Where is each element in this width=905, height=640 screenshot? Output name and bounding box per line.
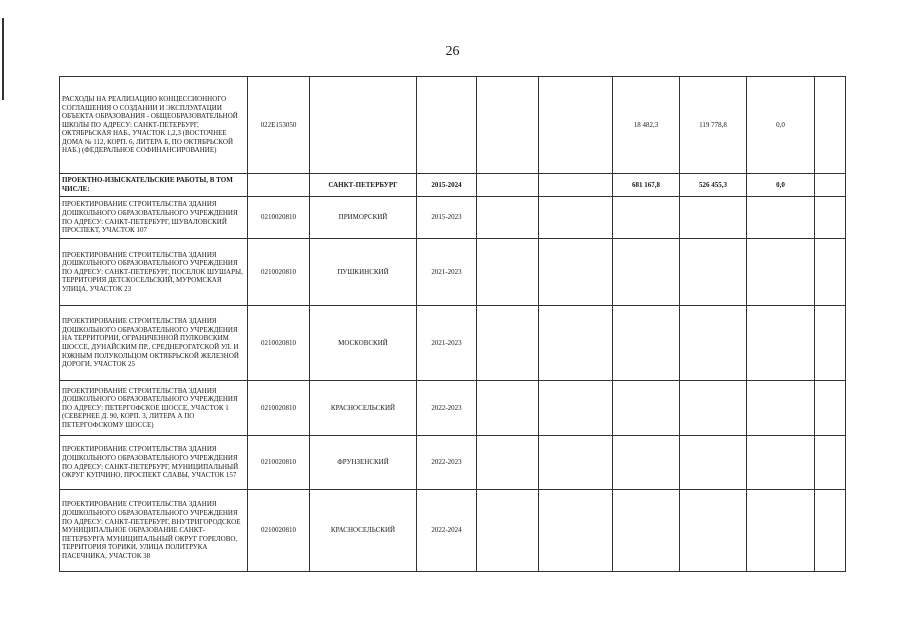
value-cell bbox=[477, 77, 539, 174]
value-cell bbox=[815, 436, 846, 490]
table-row bbox=[60, 436, 846, 490]
value-cell bbox=[477, 381, 539, 436]
item-period: 2022-2023 bbox=[417, 436, 477, 490]
item-period: 2022-2023 bbox=[417, 381, 477, 436]
item-name: ПРОЕКТИРОВАНИЕ СТРОИТЕЛЬСТВА ЗДАНИЯ ДОШКОЛЬНОГО ОБРАЗОВАТЕЛЬНОГО УЧРЕЖДЕНИЯ ПО АДРЕСУ: САНКТ-ПЕТЕРБУРГ, МУНИЦИПАЛЬНЫЙ ОКРУГ КУПЧИНО, ПРОСПЕКТ СЛАВЫ, УЧАСТОК 157 bbox=[60, 436, 248, 490]
value-cell bbox=[680, 436, 747, 490]
value-cell bbox=[815, 174, 846, 197]
value-cell: 18 482,3 bbox=[613, 77, 680, 174]
item-period bbox=[417, 77, 477, 174]
value-cell: 0,0 bbox=[747, 174, 815, 197]
value-cell bbox=[477, 197, 539, 239]
value-cell bbox=[815, 490, 846, 572]
value-cell bbox=[613, 490, 680, 572]
item-period: 2021-2023 bbox=[417, 239, 477, 306]
item-name: ПРОЕКТНО-ИЗЫСКАТЕЛЬСКИЕ РАБОТЫ, В ТОМ ЧИСЛЕ: bbox=[60, 174, 248, 197]
value-cell bbox=[477, 490, 539, 572]
item-code bbox=[248, 174, 310, 197]
value-cell bbox=[747, 436, 815, 490]
value-cell: 119 778,8 bbox=[680, 77, 747, 174]
value-cell bbox=[680, 306, 747, 381]
value-cell bbox=[680, 197, 747, 239]
table-row bbox=[60, 381, 846, 436]
value-cell bbox=[539, 77, 613, 174]
item-name: ПРОЕКТИРОВАНИЕ СТРОИТЕЛЬСТВА ЗДАНИЯ ДОШКОЛЬНОГО ОБРАЗОВАТЕЛЬНОГО УЧРЕЖДЕНИЯ ПО АДРЕСУ: ПЕТЕРГОФСКОЕ ШОССЕ, УЧАСТОК 1 (СЕВЕРНЕЕ Д. 90, КОРП. 3, ЛИТЕРА А ПО ПЕТЕРГОФСКОМУ ШОССЕ) bbox=[60, 381, 248, 436]
value-cell bbox=[747, 197, 815, 239]
item-district: МОСКОВСКИЙ bbox=[310, 306, 417, 381]
budget-table bbox=[59, 76, 846, 572]
value-cell bbox=[747, 306, 815, 381]
table-row bbox=[60, 239, 846, 306]
value-cell bbox=[539, 239, 613, 306]
item-district: ПУШКИНСКИЙ bbox=[310, 239, 417, 306]
value-cell bbox=[613, 436, 680, 490]
value-cell: 681 167,8 bbox=[613, 174, 680, 197]
value-cell bbox=[539, 436, 613, 490]
item-district: КРАСНОСЕЛЬСКИЙ bbox=[310, 381, 417, 436]
item-district: ПРИМОРСКИЙ bbox=[310, 197, 417, 239]
value-cell bbox=[815, 306, 846, 381]
item-code: 0210020810 bbox=[248, 381, 310, 436]
value-cell bbox=[539, 490, 613, 572]
value-cell bbox=[539, 197, 613, 239]
value-cell bbox=[613, 381, 680, 436]
item-code: 0210020810 bbox=[248, 490, 310, 572]
table-row bbox=[60, 306, 846, 381]
item-name: ПРОЕКТИРОВАНИЕ СТРОИТЕЛЬСТВА ЗДАНИЯ ДОШКОЛЬНОГО ОБРАЗОВАТЕЛЬНОГО УЧРЕЖДЕНИЯ ПО АДРЕСУ: САНКТ-ПЕТЕРБУРГ, ВНУТРИГОРОДСКОЕ МУНИЦИПАЛЬНОЕ ОБРАЗОВАНИЕ САНКТ-ПЕТЕРБУРГА МУНИЦИПАЛЬНЫЙ ОКРУГ ГОРЕЛОВО, ТЕРРИТОРИЯ ТОРИКИ, УЛИЦА ПОЛИТРУКА ПАСЕЧНИКА, УЧАСТОК 38 bbox=[60, 490, 248, 572]
value-cell bbox=[477, 239, 539, 306]
value-cell bbox=[477, 174, 539, 197]
table-row bbox=[60, 77, 846, 174]
item-district: КРАСНОСЕЛЬСКИЙ bbox=[310, 490, 417, 572]
item-code: 0210020810 bbox=[248, 197, 310, 239]
value-cell bbox=[613, 239, 680, 306]
item-code: 0210020810 bbox=[248, 436, 310, 490]
item-code: 0210020810 bbox=[248, 306, 310, 381]
value-cell bbox=[477, 436, 539, 490]
value-cell bbox=[613, 306, 680, 381]
value-cell bbox=[539, 381, 613, 436]
item-period: 2022-2024 bbox=[417, 490, 477, 572]
value-cell bbox=[680, 239, 747, 306]
value-cell: 526 455,3 bbox=[680, 174, 747, 197]
value-cell bbox=[539, 174, 613, 197]
value-cell bbox=[613, 197, 680, 239]
item-code: 022E153050 bbox=[248, 77, 310, 174]
value-cell bbox=[747, 239, 815, 306]
value-cell bbox=[539, 306, 613, 381]
table-row bbox=[60, 197, 846, 239]
value-cell bbox=[815, 77, 846, 174]
item-name: РАСХОДЫ НА РЕАЛИЗАЦИЮ КОНЦЕССИОННОГО СОГЛАШЕНИЯ О СОЗДАНИИ И ЭКСПЛУАТАЦИИ ОБЪЕКТА ОБРАЗОВАНИЯ - ОБЩЕОБРАЗОВАТЕЛЬНОЙ ШКОЛЫ ПО АДРЕСУ: САНКТ-ПЕТЕРБУРГ, ОКТЯБРЬСКАЯ НАБ., УЧАСТОК 1,2,3 (ВОСТОЧНЕЕ ДОМА № 112, КОРП. 6, ЛИТЕРА Б, ПО ОКТЯБРЬСКОЙ НАБ.) (ФЕДЕРАЛЬНОЕ СОФИНАНСИРОВАНИЕ) bbox=[60, 77, 248, 174]
item-name: ПРОЕКТИРОВАНИЕ СТРОИТЕЛЬСТВА ЗДАНИЯ ДОШКОЛЬНОГО ОБРАЗОВАТЕЛЬНОГО УЧРЕЖДЕНИЯ НА ТЕРРИТОРИИ, ОГРАНИЧЕННОЙ ПУЛКОВСКИМ ШОССЕ, ДУНАЙСКИМ ПР., СРЕДНЕРОГАТСКОЙ УЛ. И ЮЖНЫМ ПОЛУКОЛЬЦОМ ОКТЯБРЬСКОЙ ЖЕЛЕЗНОЙ ДОРОГИ, УЧАСТОК 25 bbox=[60, 306, 248, 381]
item-period: 2021-2023 bbox=[417, 306, 477, 381]
item-code: 0210020810 bbox=[248, 239, 310, 306]
value-cell bbox=[815, 239, 846, 306]
item-district: САНКТ-ПЕТЕРБУРГ bbox=[310, 174, 417, 197]
value-cell bbox=[815, 197, 846, 239]
item-name: ПРОЕКТИРОВАНИЕ СТРОИТЕЛЬСТВА ЗДАНИЯ ДОШКОЛЬНОГО ОБРАЗОВАТЕЛЬНОГО УЧРЕЖДЕНИЯ ПО АДРЕСУ: САНКТ-ПЕТЕРБУРГ, ШУВАЛОВСКИЙ ПРОСПЕКТ, УЧАСТОК 107 bbox=[60, 197, 248, 239]
value-cell bbox=[680, 381, 747, 436]
value-cell bbox=[815, 381, 846, 436]
table-row bbox=[60, 174, 846, 197]
item-period: 2015-2023 bbox=[417, 197, 477, 239]
item-period: 2015-2024 bbox=[417, 174, 477, 197]
value-cell bbox=[680, 490, 747, 572]
value-cell bbox=[747, 381, 815, 436]
value-cell bbox=[477, 306, 539, 381]
value-cell bbox=[747, 490, 815, 572]
item-district: ФРУНЗЕНСКИЙ bbox=[310, 436, 417, 490]
page-number: 26 bbox=[445, 44, 460, 59]
value-cell: 0,0 bbox=[747, 77, 815, 174]
table-row bbox=[60, 490, 846, 572]
item-name: ПРОЕКТИРОВАНИЕ СТРОИТЕЛЬСТВА ЗДАНИЯ ДОШКОЛЬНОГО ОБРАЗОВАТЕЛЬНОГО УЧРЕЖДЕНИЯ ПО АДРЕСУ: САНКТ-ПЕТЕРБУРГ, ПОСЕЛОК ШУШАРЫ, ТЕРРИТОРИЯ ДЕТСКОСЕЛЬСКИЙ, МУРОМСКАЯ УЛИЦА, УЧАСТОК 23 bbox=[60, 239, 248, 306]
item-district bbox=[310, 77, 417, 174]
